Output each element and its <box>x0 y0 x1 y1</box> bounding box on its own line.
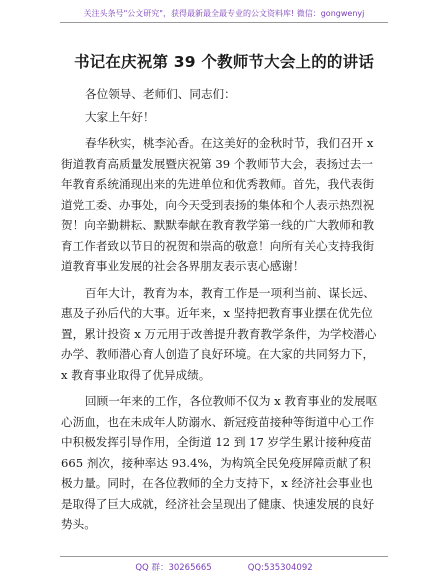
header-banner: 关注头条号"公文研究"，获得最新最全最专业的公文资料库! 微信：gongwenyj <box>83 9 365 18</box>
paragraph-line: 回顾一年来的工作，各位教师不仅为 x 教育事业的发展呕 <box>85 394 378 408</box>
paragraph-line: 中积极发挥引导作用，全街道 12 到 17 岁学生累计接种疫苗 <box>61 435 372 449</box>
paragraph-line: 心沥血，也在未成年人防溺水、新冠疫苗接种等街道中心工作 <box>61 414 375 429</box>
paragraph-line: 育工作者致以节日的祝贺和崇高的敬意！向所有关心支持我街 <box>61 238 375 253</box>
paragraph-line: 是取得了巨大成就，经济社会呈现出了健康、快速发展的良好 <box>61 496 375 511</box>
paragraph-line: 置，累计投资 x 万元用于改善提升教育教学条件，为学校潜心 <box>61 326 377 341</box>
document-body <box>61 84 390 535</box>
document-title: 书记在庆祝第 39 个教师节大会上的的讲话 <box>73 53 375 71</box>
salutation-greeting: 大家上午好！ <box>85 109 155 124</box>
paragraph-line: 贺！向辛勤耕耘、默默奉献在教育教学第一线的广大教师和教 <box>61 218 375 232</box>
paragraph-line: 道教育事业发展的社会各界朋友表示衷心感谢！ <box>61 259 305 273</box>
paragraph-line: 道党工委、办事处，向今天受到表扬的集体和个人表示热烈祝 <box>61 197 375 212</box>
header-divider <box>60 22 388 23</box>
paragraph-education-priority <box>61 283 390 386</box>
paragraph-line: 惠及子孙后代的大事。近年来，x 坚持把教育事业摆在优先位 <box>61 306 373 320</box>
paragraph-line: 春华秋实，桃李沁香。在这美好的金秋时节，我们召开 x <box>85 136 374 150</box>
footer-divider <box>60 556 388 557</box>
paragraph-line: 办学、教师潜心育人创造了良好环境。在大家的共同努力下， <box>61 347 375 361</box>
paragraph-line: 街道教育高质量发展暨庆祝第 39 个教师节大会，表扬过去一 <box>61 156 373 171</box>
paragraph-line: 势头。 <box>61 517 96 531</box>
footer-qq: QQ:535304092 <box>247 563 313 573</box>
paragraph-line: 百年大计，教育为本，教育工作是一项利当前、谋长远、 <box>85 285 375 300</box>
paragraph-year-review <box>61 391 390 535</box>
salutation-audience: 各位领导、老师们、同志们： <box>85 87 236 101</box>
paragraph-line: 极力量。同时，在各位教师的全力支持下，x 经济社会事业也 <box>61 476 373 490</box>
paragraph-line: 年教育系统涌现出来的先进单位和优秀教师。首先，我代表街 <box>61 177 375 191</box>
paragraph-line: 665 剂次，接种率达 93.4%，为构筑全民免疫屏障贡献了积 <box>61 455 371 470</box>
footer <box>0 561 448 573</box>
footer-qq-group: QQ 群：30265665 <box>135 563 212 573</box>
paragraph-line: x 教育事业取得了优异成绩。 <box>61 367 211 382</box>
paragraph-opening <box>61 133 390 277</box>
